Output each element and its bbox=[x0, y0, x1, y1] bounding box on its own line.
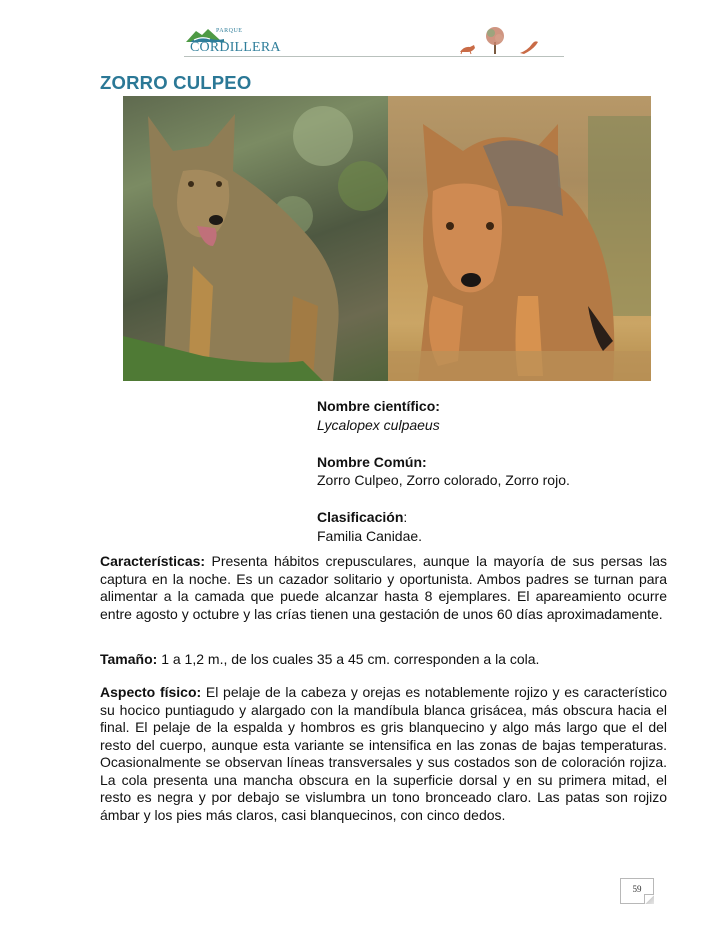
fox-photo-right bbox=[388, 96, 651, 381]
characteristics-paragraph bbox=[100, 553, 667, 623]
logo-main-text: CORDILLERA bbox=[190, 40, 281, 55]
logo-small-text: PARQUE bbox=[216, 28, 243, 34]
common-name-value: Zorro Culpeo, Zorro colorado, Zorro rojo. bbox=[317, 472, 570, 488]
appearance-label: Aspecto físico: bbox=[100, 684, 202, 700]
classification-colon: : bbox=[403, 509, 408, 525]
characteristics-text: Presenta hábitos crepusculares, aunque la mayoría de sus persas las captura en la noche. Es un cazador solitario y oportunista. Ambos padres se turnan para alimentar a la camada que puede alcanzar hasta 8 ejemplares. El apareamiento ocurre entre agosto y octubre y las crías tienen una gestación de unos 60 días aproximadamente. bbox=[100, 553, 667, 622]
appearance-paragraph bbox=[100, 684, 667, 824]
species-info-block bbox=[317, 397, 657, 545]
header-divider bbox=[184, 56, 564, 57]
parque-cordillera-logo bbox=[184, 26, 281, 58]
fox-photo-pair bbox=[123, 96, 651, 381]
page-header bbox=[178, 22, 568, 62]
page-number: 59 bbox=[632, 884, 642, 894]
fox-standing-illustration-icon bbox=[123, 96, 388, 381]
size-paragraph bbox=[100, 651, 667, 669]
page-number-badge bbox=[620, 878, 654, 904]
common-name-label: Nombre Común: bbox=[317, 453, 427, 470]
classification-label: Clasificación bbox=[317, 509, 404, 525]
scientific-name-label: Nombre científico: bbox=[317, 398, 440, 414]
classification-heading bbox=[317, 508, 657, 527]
appearance-text: El pelaje de la cabeza y orejas es notablemente rojizo y es característico su hocico puntiagudo y alargado con la mandíbula blanca grisácea, más obscura hacia el final. El pelaje de la espalda y hombros es gris blanquecino y algo más largo que el del resto del cuerpo, aunque esta variante se intensifica en las zonas de bajas temperaturas. Ocasionalmente se observan líneas transversales y sus costados son de coloración rojiza. La cola presenta una mancha obscura en la superficie dorsal y en su primera mitad, el resto es negra y por debajo se vislumbra un tono bronceado claro. Las patas son rojizo ámbar y los pies más claros, casi blanquecinos, con cinco dedos. bbox=[100, 684, 667, 823]
page-title: ZORRO CULPEO bbox=[100, 72, 252, 93]
scientific-name-value: Lycalopex culpaeus bbox=[317, 416, 440, 433]
classification-value: Familia Canidae. bbox=[317, 527, 423, 544]
size-label: Tamaño: bbox=[100, 651, 158, 667]
characteristics-label: Características: bbox=[100, 553, 206, 569]
page-curl-icon bbox=[644, 894, 654, 904]
fox-walking-illustration-icon bbox=[388, 96, 651, 381]
size-text: 1 a 1,2 m., de los cuales 35 a 45 cm. corresponden a la cola. bbox=[157, 651, 540, 667]
fox-tree-bird-decoration-icon bbox=[458, 24, 558, 56]
fox-photo-left bbox=[123, 96, 388, 381]
